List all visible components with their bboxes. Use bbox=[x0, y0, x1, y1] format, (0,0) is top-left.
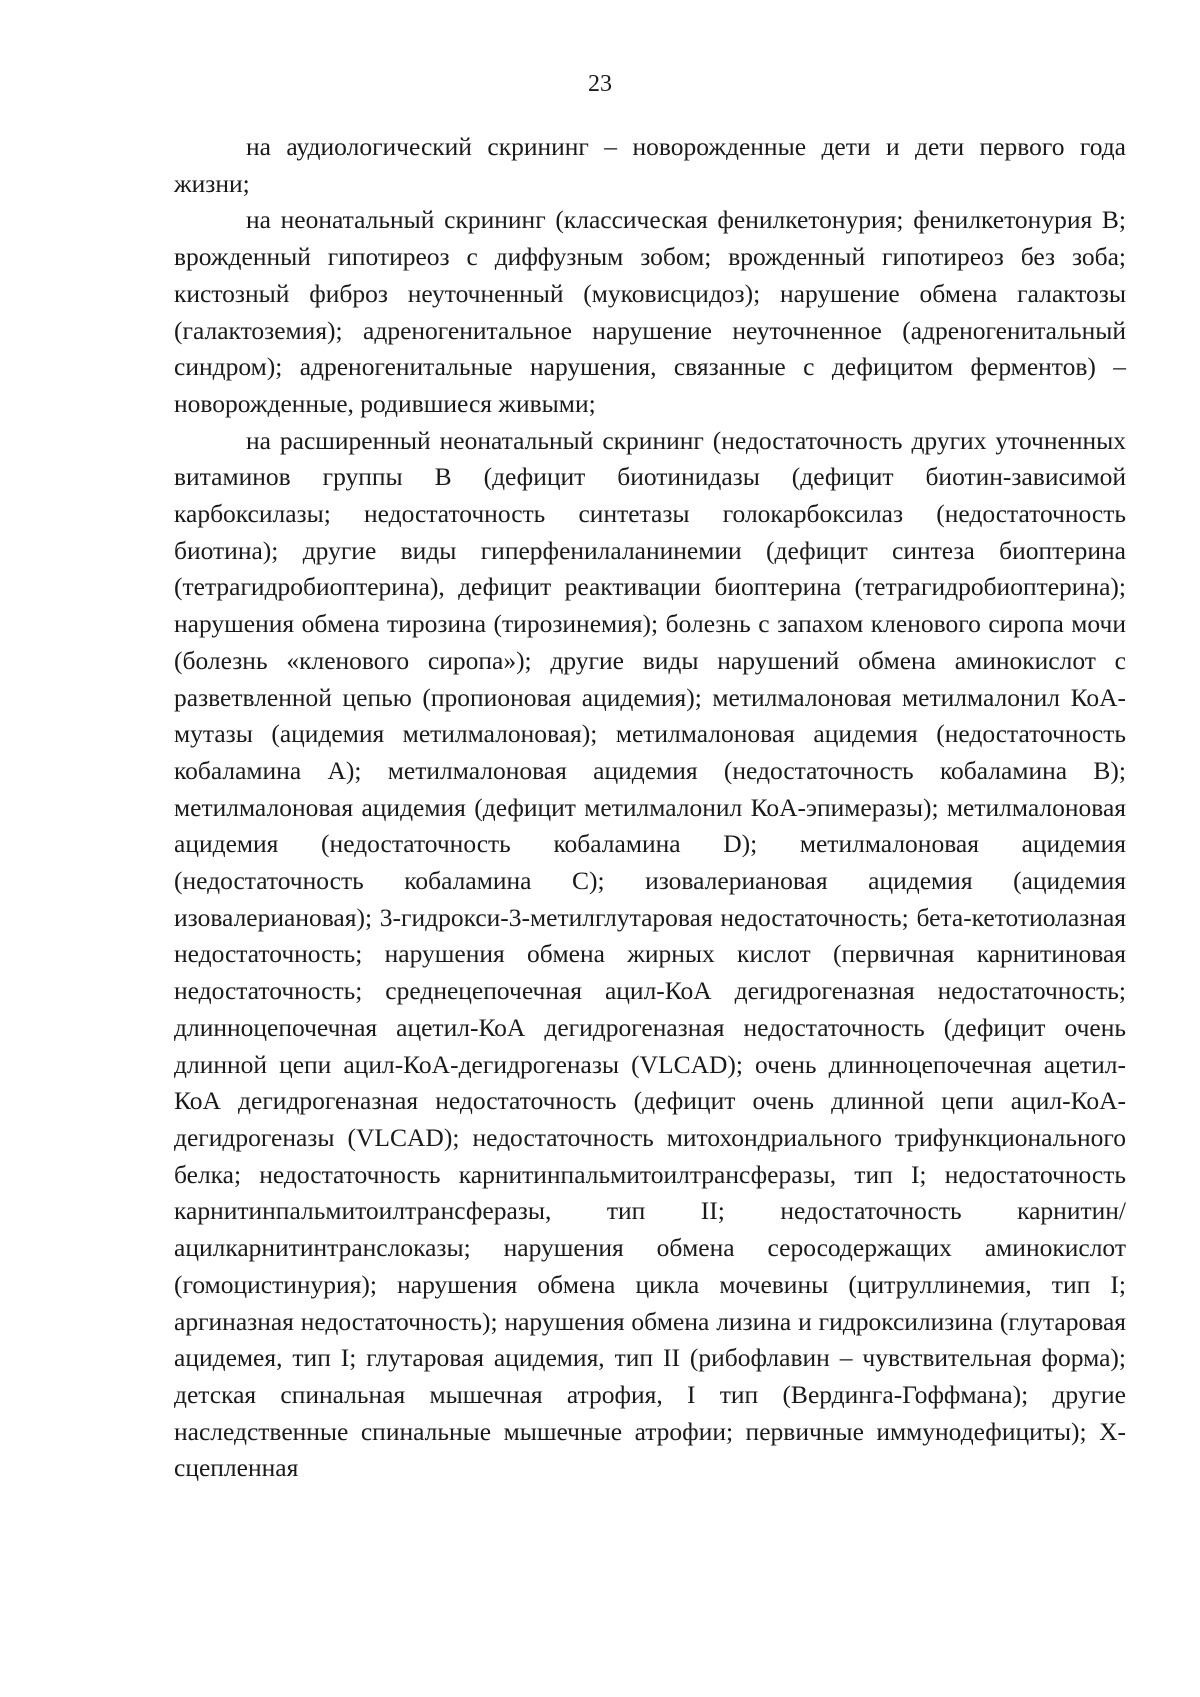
paragraph-audiological-screening: на аудиологический скрининг – новорожденные дети и дети первого года жизни; bbox=[174, 132, 1126, 198]
paragraph-extended-neonatal-screening: на расширенный неонатальный скрининг (недостаточность других уточненных витаминов группы В (дефицит биотинидазы (дефицит биотин-зависимой карбоксилазы; недостаточность синтетазы голокарбоксилаз (недостаточность биотина); другие виды гиперфенилаланинемии (дефицит синтеза биоптерина (тетрагидробиоптерина), дефицит реактивации биоптерина (тетрагидробиоптерина); нарушения обмена тирозина (тирозинемия); болезнь с запахом кленового сиропа мочи (болезнь «кленового сиропа»); другие виды нарушений обмена аминокислот с разветвленной цепью (пропионовая ацидемия); метилмалоновая метилмалонил КоА-мутазы (ацидемия метилмалоновая); метилмалоновая ацидемия (недостаточность кобаламина А); метилмалоновая ацидемия (недостаточность кобаламина В); метилмалоновая ацидемия (дефицит метилмалонил КоА-эпимеразы); метилмалоновая ацидемия (недостаточность кобаламина D); метилмалоновая ацидемия (недостаточность кобаламина С); изовалериановая ацидемия (ацидемия изовалериановая); 3-гидрокси-3-метилглутаровая недостаточность; бета-кетотиолазная недостаточность; нарушения обмена жирных кислот (первичная карнитиновая недостаточность; среднецепочечная ацил-КоА дегидрогеназная недостаточность; длинноцепочечная ацетил-КоА дегидрогеназная недостаточность (дефицит очень длинной цепи ацил-КоА-дегидрогеназы (VLCAD); очень длинноцепочечная ацетил-КоА дегидрогеназная недостаточность (дефицит очень длинной цепи ацил-КоА-дегидрогеназы (VLCAD); недостаточность митохондриального трифункционального белка; недостаточность карнитинпальмитоилтрансферазы, тип I; недостаточность карнитинпальмитоилтрансферазы, тип II; недостаточность карнитин/ацилкарнитинтранслоказы; нарушения обмена серосодержащих аминокислот (гомоцистинурия); нарушения обмена цикла мочевины (цитруллинемия, тип I; аргиназная недостаточность); нарушения обмена лизина и гидроксилизина (глутаровая ацидемея, тип I; глутаровая ацидемия, тип II (рибофлавин – чувствительная форма); детская спинальная мышечная атрофия, I тип (Вердинга-Гоффмана); другие наследственные спинальные мышечные атрофии; первичные иммунодефициты); Х-сцепленная bbox=[174, 425, 1126, 1483]
paragraph-neonatal-screening: на неонатальный скрининг (классическая фенилкетонурия; фенилкетонурия В; врожденный гипотиреоз с диффузным зобом; врожденный гипотиреоз без зоба; кистозный фиброз неуточненный (муковисцидоз); нарушение обмена галактозы (галактоземия); адреногенитальное нарушение неуточненное (адреногенитальный синдром); адреногенитальные нарушения, связанные с дефицитом ферментов) – новорожденные, родившиеся живыми; bbox=[174, 205, 1126, 418]
document-body bbox=[174, 129, 1126, 1487]
page-number: 23 bbox=[588, 71, 612, 97]
